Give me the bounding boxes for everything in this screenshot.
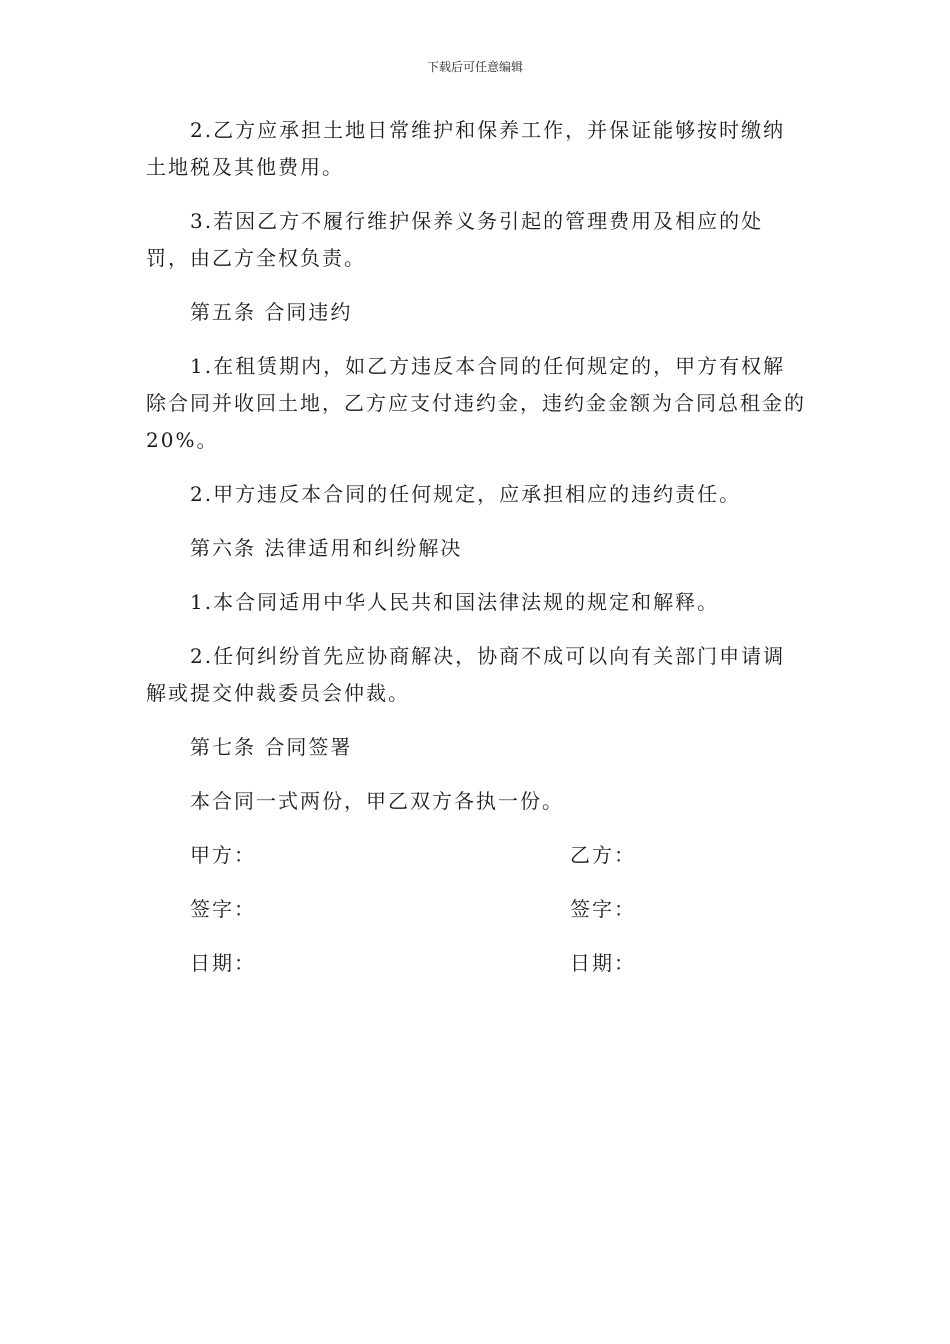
clause-paragraph: 1.本合同适用中华人民共和国法律法规的规定和解释。 [190,590,720,614]
party-a-label: 甲方： [190,843,256,867]
clause-paragraph: 1.在租赁期内，如乙方违反本合同的任何规定的，甲方有权解除合同并收回土地，乙方应支付违约金，违约金金额为合同总租金的20%。 [146,354,806,452]
signature-row-date [146,945,806,982]
article-heading: 第七条 合同签署 [190,735,353,759]
party-a-date-label: 日期： [190,951,256,975]
clause-paragraph: 2.甲方违反本合同的任何规定，应承担相应的违约责任。 [190,482,742,506]
page-header: 下载后可任意编辑 [426,60,523,74]
clause-paragraph: 3.若因乙方不履行维护保养义务引起的管理费用及相应的处罚，由乙方全权负责。 [146,209,764,270]
party-a-signature-label: 签字： [190,897,256,921]
article-heading: 第六条 法律适用和纠纷解决 [190,536,463,560]
clause-paragraph: 2.乙方应承担土地日常维护和保养工作，并保证能够按时缴纳土地税及其他费用。 [146,118,786,179]
article-heading: 第五条 合同违约 [190,300,353,324]
clause-paragraph: 本合同一式两份，甲乙双方各执一份。 [190,789,564,813]
party-b-date-label: 日期： [570,951,636,975]
party-b-signature-label: 签字： [570,897,636,921]
document-body [146,112,806,999]
signature-row-party [146,837,806,874]
clause-paragraph: 2.任何纠纷首先应协商解决，协商不成可以向有关部门申请调解或提交仲裁委员会仲裁。 [146,644,786,705]
party-b-label: 乙方： [570,843,636,867]
signature-row-sign [146,891,806,928]
